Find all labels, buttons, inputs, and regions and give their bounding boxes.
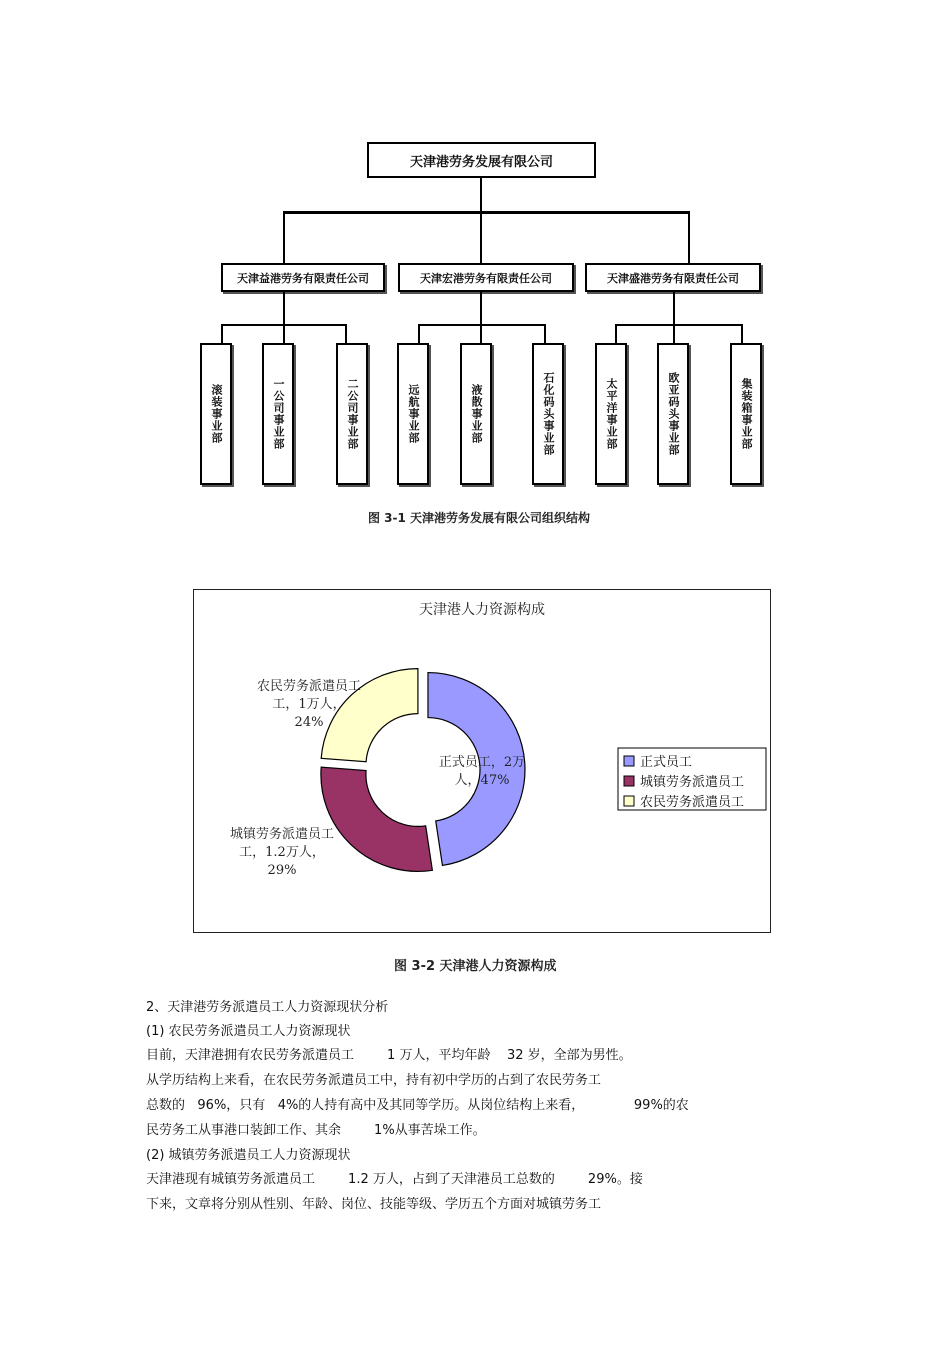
connector <box>615 324 743 326</box>
org-root-box: 天津港劳务发展有限公司 <box>367 142 596 178</box>
department-box: 二公司事业部 <box>336 343 368 485</box>
connector <box>673 324 675 343</box>
paragraph-line: 目前，天津港拥有农民劳务派遣员工 1 万人，平均年龄 32 岁，全部为男性。 <box>146 1048 632 1063</box>
department-box: 集装箱事业部 <box>730 343 762 485</box>
pie-slice-urban <box>321 767 432 871</box>
subsidiary-box: 天津盛港劳务有限责任公司 <box>585 263 761 292</box>
subsidiary-box: 天津宏港劳务有限责任公司 <box>398 263 574 292</box>
subsection-heading: (2) 城镇劳务派遣员工人力资源现状 <box>146 1148 351 1163</box>
pie-data-label-rural: 农民劳务派遣员工工，1万人， 24% <box>256 679 362 730</box>
figure-caption: 图 3-1 天津港劳务发展有限公司组织结构 <box>368 511 591 525</box>
paragraph-line: 天津港现有城镇劳务派遣员工 1.2 万人，占到了天津港员工总数的 29%。接 <box>146 1172 643 1187</box>
connector <box>615 324 617 343</box>
department-box: 远航事业部 <box>397 343 429 485</box>
chart-svg <box>194 590 770 932</box>
legend-label-regular: 正式员工 <box>640 755 693 770</box>
connector <box>741 324 743 343</box>
department-box: 液散事业部 <box>460 343 492 485</box>
department-box: 滚装事业部 <box>200 343 232 485</box>
connector <box>418 324 546 326</box>
connector <box>283 211 690 214</box>
connector <box>283 211 285 263</box>
chart-title: 天津港人力资源构成 <box>419 602 545 618</box>
connector <box>283 292 285 325</box>
chart-frame <box>193 589 771 933</box>
connector <box>480 292 482 325</box>
legend-swatch-urban <box>624 776 634 786</box>
chart-caption: 图 3-2 天津港人力资源构成 <box>394 959 557 974</box>
pie-data-label-urban: 城镇劳务派遣员工工，1.2万人， 29% <box>229 827 335 878</box>
connector <box>688 211 690 263</box>
subsidiary-box: 天津益港劳务有限责任公司 <box>221 263 385 292</box>
subsection-heading: (1) 农民劳务派遣员工人力资源现状 <box>146 1024 351 1039</box>
legend-label-rural: 农民劳务派遣员工 <box>640 795 745 810</box>
connector <box>418 324 420 343</box>
department-box: 石化码头事业部 <box>532 343 564 485</box>
connector <box>345 324 347 343</box>
department-box: 一公司事业部 <box>262 343 294 485</box>
paragraph-line: 下来，文章将分别从性别、年龄、岗位、技能等级、学历五个方面对城镇劳务工 <box>146 1197 602 1212</box>
paragraph-line: 总数的 96%，只有 4%的人持有高中及其同等学历。从岗位结构上来看， 99%的农 <box>146 1098 689 1113</box>
connector <box>673 292 675 325</box>
connector <box>221 324 223 343</box>
department-box: 太平洋事业部 <box>595 343 627 485</box>
paragraph-line: 民劳务工从事港口装卸工作、其余 1%从事苦垛工作。 <box>146 1123 486 1138</box>
connector <box>480 178 482 212</box>
connector <box>480 211 482 263</box>
section-heading: 2、天津港劳务派遣员工人力资源现状分析 <box>146 1000 389 1015</box>
legend-swatch-rural <box>624 796 634 806</box>
connector <box>283 324 285 343</box>
paragraph-line: 从学历结构上来看，在农民劳务派遣员工中，持有初中学历的占到了农民劳务工 <box>146 1073 602 1088</box>
connector <box>480 324 482 343</box>
legend-label-urban: 城镇劳务派遣员工 <box>640 775 745 790</box>
pie-data-label-regular: 正式员工，2万人，47% <box>438 755 526 788</box>
legend-swatch-regular <box>624 756 634 766</box>
department-box: 欧亚码头事业部 <box>657 343 689 485</box>
connector <box>544 324 546 343</box>
